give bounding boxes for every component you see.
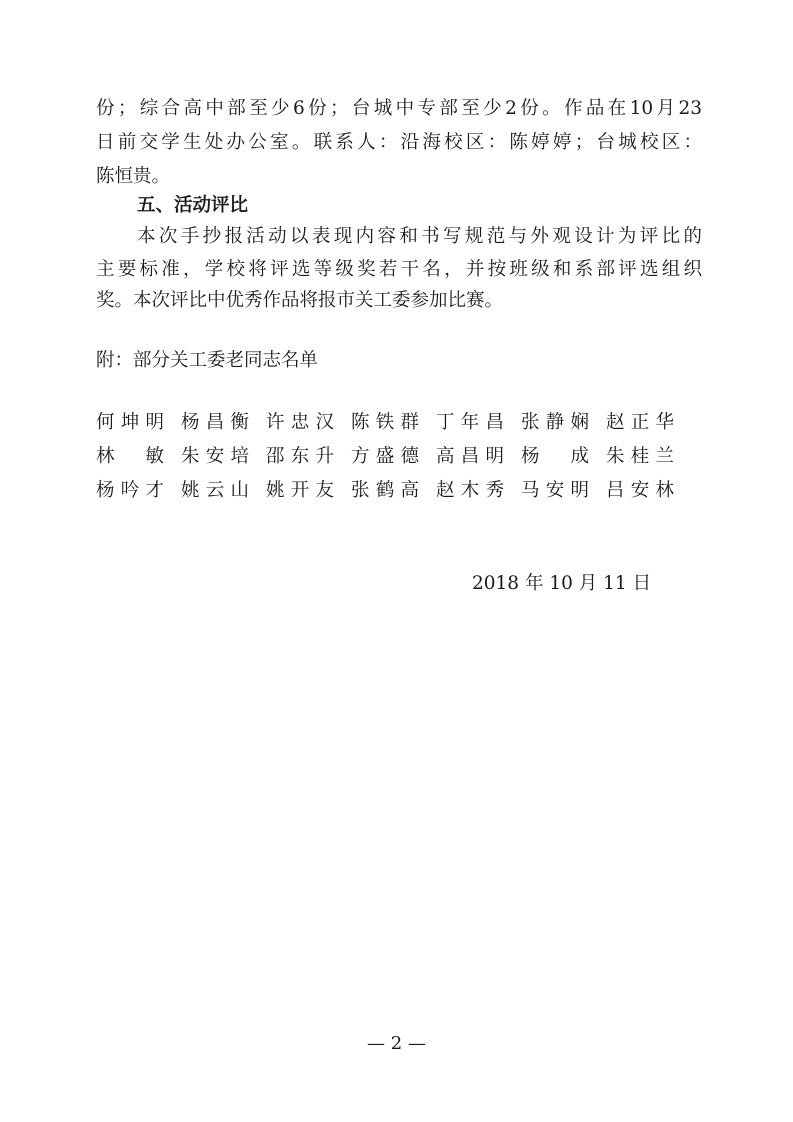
- section-heading: 五、活动评比: [137, 195, 249, 216]
- name-entry: 何坤明: [96, 412, 164, 433]
- evaluation-line-2: 主要标准，学校将评选等级奖若干名，并按班级和系部评选组织: [96, 259, 702, 280]
- name-entry: 许忠汉: [266, 412, 334, 433]
- paragraph-line-3: 陈恒贵。: [96, 166, 171, 187]
- name-entry: 林 敏: [96, 446, 164, 467]
- name-entry: 杨吟才: [96, 480, 164, 501]
- name-entry: 姚开友: [266, 480, 334, 501]
- paragraph-line-2: 日前交学生处办公室。联系人：沿海校区：陈婷婷；台城校区：: [96, 132, 702, 153]
- evaluation-line-1: 本次手抄报活动以表现内容和书写规范与外观设计为评比的: [137, 226, 702, 247]
- name-entry: 张静娴: [521, 412, 589, 433]
- name-entry: 高昌明: [436, 446, 504, 467]
- name-list: [96, 406, 716, 508]
- document-date: 2018 年 10 月 11 日: [472, 573, 652, 594]
- name-entry: 马安明: [521, 480, 589, 501]
- paragraph-line-1: 份；综合高中部至少6份；台城中专部至少2份。作品在10月23: [96, 98, 702, 119]
- name-entry: 邵东升: [266, 446, 334, 467]
- name-row: [96, 440, 716, 474]
- name-entry: 陈铁群: [351, 412, 419, 433]
- name-entry: 赵正华: [606, 412, 674, 433]
- evaluation-line-3: 奖。本次评比中优秀作品将报市关工委参加比赛。: [96, 290, 504, 311]
- name-row: [96, 474, 716, 508]
- name-entry: 方盛德: [351, 446, 419, 467]
- name-entry: 朱桂兰: [606, 446, 674, 467]
- name-entry: 姚云山: [181, 480, 249, 501]
- page-number: — 2 —: [367, 1033, 426, 1054]
- name-entry: 张鹤高: [351, 480, 419, 501]
- name-entry: 杨 成: [521, 446, 589, 467]
- name-entry: 丁年昌: [436, 412, 504, 433]
- name-entry: 吕安林: [606, 480, 674, 501]
- name-entry: 赵木秀: [436, 480, 504, 501]
- appendix-label: 附：部分关工委老同志名单: [96, 350, 319, 371]
- name-entry: 杨昌衡: [181, 412, 249, 433]
- name-entry: 朱安培: [181, 446, 249, 467]
- name-row: [96, 406, 716, 440]
